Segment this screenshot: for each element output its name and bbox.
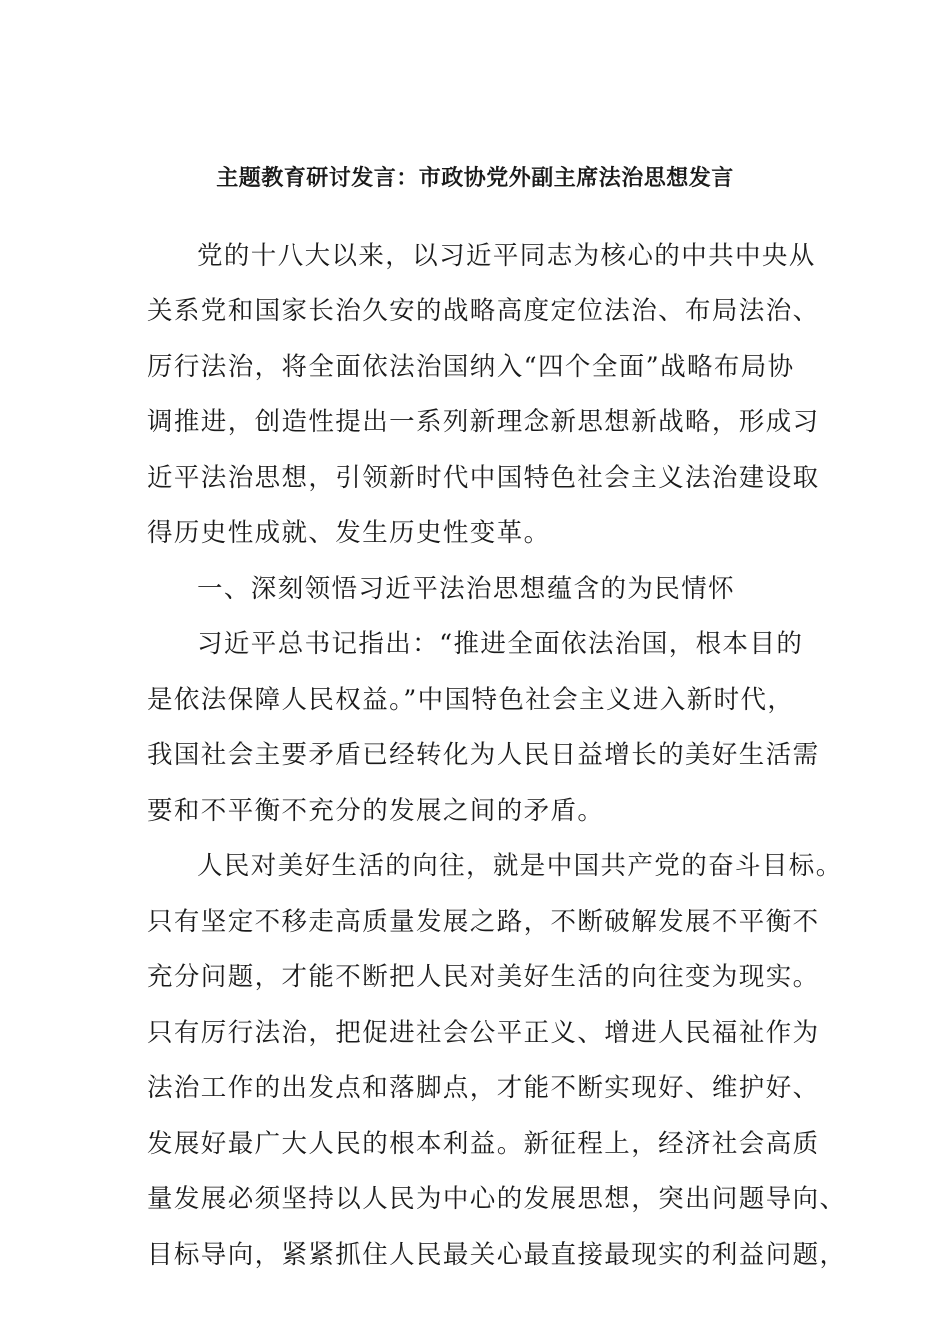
paragraph-line: 只有厉行法治，把促进社会公平正义、增进人民福祉作为 — [147, 1018, 820, 1048]
paragraph-line: 得历史性成就、发生历史性变革。 — [147, 518, 551, 548]
paragraph-line: 近平法治思想，引领新时代中国特色社会主义法治建设取 — [147, 463, 820, 493]
paragraph-line: 党的十八大以来，以习近平同志为核心的中共中央从 — [197, 241, 816, 271]
paragraph-line: 是依法保障人民权益。”中国特色社会主义进入新时代， — [147, 685, 795, 715]
paragraph-line: 要和不平衡不充分的发展之间的矛盾。 — [147, 796, 605, 826]
document-title: 主题教育研讨发言：市政协党外副主席法治思想发言 — [216, 165, 734, 191]
paragraph-line: 只有坚定不移走高质量发展之路，不断破解发展不平衡不 — [147, 907, 820, 937]
paragraph-line: 量发展必须坚持以人民为中心的发展思想，突出问题导向、 — [147, 1184, 847, 1214]
paragraph-line: 充分问题，才能不断把人民对美好生活的向往变为现实。 — [147, 962, 820, 992]
paragraph-line: 法治工作的出发点和落脚点，才能不断实现好、维护好、 — [147, 1073, 820, 1103]
paragraph-line: 人民对美好生活的向往，就是中国共产党的奋斗目标。 — [197, 851, 843, 881]
paragraph-line: 关系党和国家长治久安的战略高度定位法治、布局法治、 — [147, 296, 820, 326]
paragraph-line: 发展好最广大人民的根本利益。新征程上，经济社会高质 — [147, 1129, 820, 1159]
paragraph-line: 厉行法治，将全面依法治国纳入“四个全面”战略布局协 — [147, 352, 795, 382]
paragraph-line: 调推进，创造性提出一系列新理念新思想新战略，形成习 — [147, 407, 820, 437]
paragraph-line: 目标导向，紧紧抓住人民最关心最直接最现实的利益问题， — [147, 1240, 847, 1270]
paragraph-line: 我国社会主要矛盾已经转化为人民日益增长的美好生活需 — [147, 740, 820, 770]
paragraph-line: 习近平总书记指出：“推进全面依法治国，根本目的 — [197, 629, 804, 659]
section-heading: 一、深刻领悟习近平法治思想蕴含的为民情怀 — [197, 574, 736, 604]
